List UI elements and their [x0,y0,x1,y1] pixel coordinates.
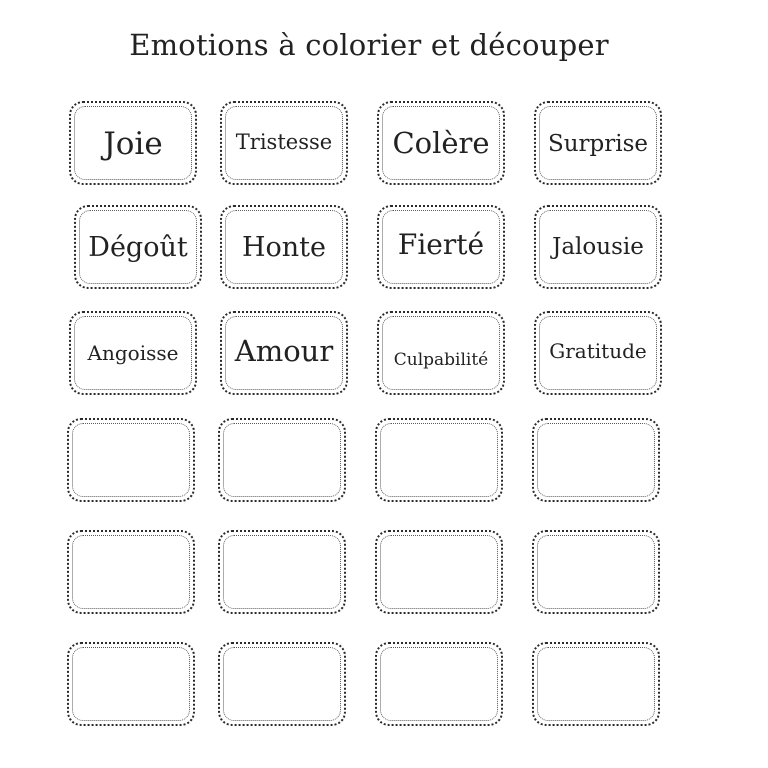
emotion-card-degout[interactable] [74,205,202,289]
card-label: Colère [392,125,490,160]
emotion-card-gratitude[interactable] [534,311,662,395]
emotion-card-fierte[interactable] [377,205,505,289]
emotion-card-jalousie[interactable] [534,205,662,289]
emotion-card-tristesse[interactable] [220,101,348,185]
blank-card[interactable] [67,418,195,502]
page-title: Emotions à colorier et découper [129,28,609,62]
blank-card[interactable] [375,642,503,726]
emotion-card-surprise[interactable] [534,101,662,185]
card-label: Culpabilité [393,349,489,370]
card-label: Honte [241,231,327,263]
card-label: Dégoût [88,231,188,263]
blank-card[interactable] [375,530,503,614]
emotion-card-colere[interactable] [377,101,505,185]
blank-card[interactable] [375,418,503,502]
card-label: Fierté [397,228,485,261]
card-label: Gratitude [549,339,647,363]
card-label: Angoisse [87,341,179,365]
emotion-card-culpabilite[interactable] [377,311,505,395]
emotion-card-amour[interactable] [220,311,348,395]
blank-card[interactable] [218,418,346,502]
card-label: Tristesse [235,129,333,154]
blank-card[interactable] [67,642,195,726]
blank-card[interactable] [532,642,660,726]
blank-card[interactable] [532,530,660,614]
emotion-card-honte[interactable] [220,205,348,289]
card-label: Joie [103,125,163,162]
blank-card[interactable] [532,418,660,502]
card-label: Jalousie [552,233,644,260]
blank-card[interactable] [218,642,346,726]
blank-card[interactable] [67,530,195,614]
blank-card[interactable] [218,530,346,614]
emotion-card-angoisse[interactable] [69,311,197,395]
card-label: Surprise [547,130,649,157]
emotion-card-joie[interactable] [69,101,197,185]
card-label: Amour [234,333,334,368]
